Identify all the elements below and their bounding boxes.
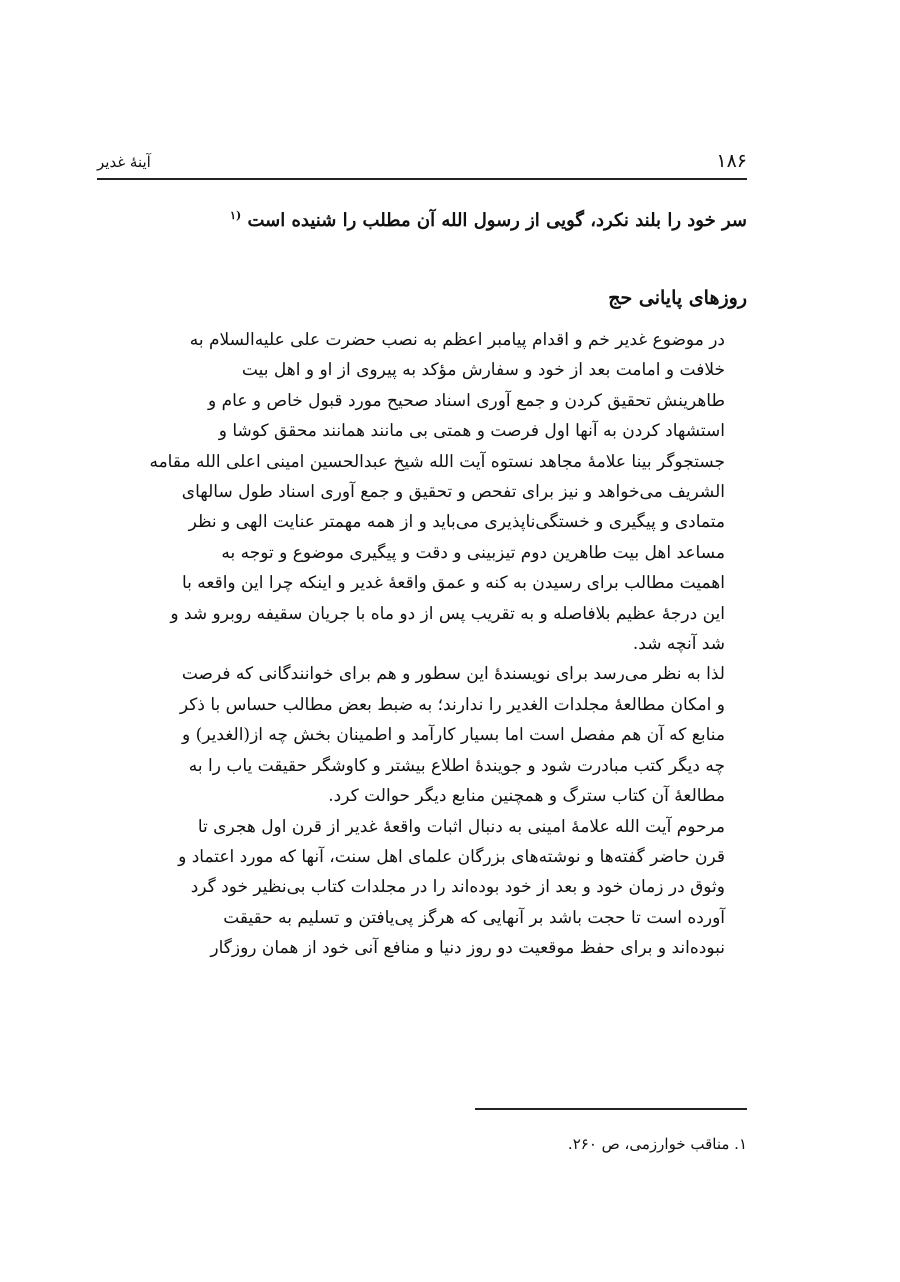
text-line: اهمیت مطالب برای رسیدن به کنه و عمق واقعهٔ غدیر و اینکه چرا این واقعه با [181,573,725,594]
text-line: منابع که آن هم مفصل است اما بسیار کارآمد و اطمینان بخش چه از(الغدیر) و [182,725,725,746]
text-line: آورده است تا حجت باشد بر آنهایی که هرگز پی‌یافتن و تسلیم به حقیقت [223,907,725,928]
text-line: جستجوگر بینا علامهٔ مجاهد نستوه آیت الله شیخ عبدالحسین امینی اعلی الله مقامه [149,451,725,472]
continued-sentence-text: سر خود را بلند نکرد، گویی از رسول الله آن مطلب را شنیده است [247,210,747,231]
text-line: این درجهٔ عظیم بلافاصله و به تقریب پس از دو ماه با جریان سقیفه روبرو شد و [170,603,725,624]
text-line: استشهاد کردن به آنها اول فرصت و همتی بی مانند همانند محقق کوشا و [218,421,725,442]
footnote-reference[interactable]: (۱ [230,209,242,222]
text-line: مرحوم آیت الله علامهٔ امینی به دنبال اثبات واقعهٔ غدیر از قرن اول هجری تا [197,816,725,837]
text-line: لذا به نظر می‌رسد برای نویسندهٔ این سطور و هم برای خوانندگانی که فرصت [181,664,725,685]
paragraph-2 [97,659,747,811]
text-line: و امکان مطالعهٔ مجلدات الغدیر را ندارند؛ به ضبط بعض مطالب حساس با ذکر [179,694,725,715]
text-line: نبوده‌اند و برای حفظ موقعیت دو روز دنیا و منافع آنی خود از همان روزگار [210,938,725,959]
text-line: الشریف می‌خواهد و نیز برای تفحص و تحقیق و جمع آوری اسناد طول سالهای [181,482,725,503]
running-header [97,148,747,180]
text-line: مطالعهٔ آن کتاب سترگ و همچنین منابع دیگر حوالت کرد. [328,786,725,807]
book-page [97,0,747,1282]
book-title: آینهٔ غدیر [97,153,151,171]
paragraph-3 [97,812,747,964]
footnote: ۱. مناقب خوارزمی، ص ۲۶۰. [567,1135,747,1153]
footnote-divider [475,1108,747,1110]
text-line: قرن حاضر گفته‌ها و نوشته‌های بزرگان علمای اهل سنت، آنها که مورد اعتماد و [178,846,725,867]
body-text [97,325,747,964]
continued-sentence [97,206,747,236]
page-number: ۱۸۶ [716,150,747,172]
text-line: متمادی و پیگیری و خستگی‌ناپذیری می‌باید و از همه مهمتر عنایت الهی و نظر [188,512,725,533]
text-line: وثوق در زمان خود و بعد از خود بوده‌اند را در مجلدات کتاب بی‌نظیر خود گرد [190,877,725,898]
text-line: خلافت و امامت بعد از خود و سفارش مؤکد به پیروی از او و اهل بیت [241,360,725,381]
paragraph-1 [97,325,747,659]
text-line: طاهرینش تحقیق کردن و جمع آوری اسناد صحیح مورد قبول خاص و عام و [208,390,725,411]
text-line: چه دیگر کتب مبادرت شود و جویندهٔ اطلاع بیشتر و کاوشگر حقیقت یاب را به [188,755,725,776]
text-line: در موضوع غدیر خم و اقدام پیامبر اعظم به نصب حضرت علی علیه‌السلام به [189,330,725,350]
text-line: شد آنچه شد. [632,634,725,655]
text-line: مساعد اهل بیت طاهرین دوم تیزبینی و دقت و پیگیری موضوع و توجه به [221,542,725,563]
section-heading: روزهای پایانی حج [608,287,747,309]
